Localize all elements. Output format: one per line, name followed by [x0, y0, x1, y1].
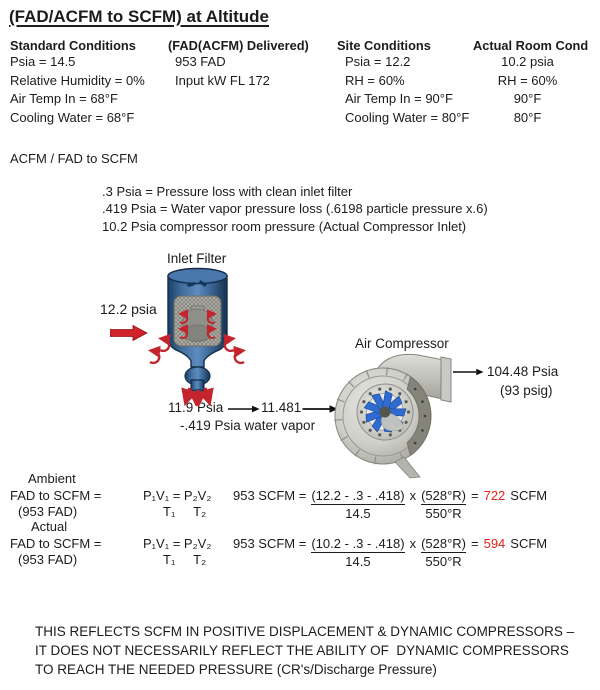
- pressure-notes: [102, 183, 488, 235]
- formula-lhs: FAD to SCFM =: [10, 488, 102, 503]
- scenario-label: Ambient: [28, 471, 76, 486]
- footer-line: IT DOES NOT NECESSARILY REFLECT THE ABILITY OF DYNAMIC COMPRESSORS: [35, 643, 569, 659]
- air-compressor-label: Air Compressor: [355, 336, 449, 351]
- column-header: (FAD(ACFM) Delivered): [168, 38, 309, 53]
- pressure-fraction: [311, 536, 404, 569]
- calc-lhs: 953 SCFM =: [233, 488, 307, 503]
- temperature-fraction: [421, 488, 466, 521]
- footer-line: TO REACH THE NEEDED PRESSURE (CR's/Discharge Pressure): [35, 662, 437, 678]
- inlet-filter-illustration: [138, 264, 256, 406]
- formula-lhs-detail: (953 FAD): [18, 504, 78, 519]
- scenario-label: Actual: [31, 519, 68, 534]
- fraction-numerator: (12.2 - .3 - .418): [311, 488, 405, 503]
- multiply-operator: x: [409, 536, 417, 551]
- inlet-pressure-label: 12.2 psia: [100, 301, 157, 317]
- condition-line: Psia = 14.5: [10, 54, 76, 69]
- result-value: 594: [483, 536, 506, 551]
- pressure-note: .419 Psia = Water vapor pressure loss (.6198 particle pressure x.6): [102, 201, 488, 217]
- actual-room-column: [465, 38, 590, 128]
- condition-line: RH = 60%: [497, 72, 558, 88]
- fraction-denominator: 550°R: [425, 505, 462, 521]
- footer-line: THIS REFLECTS SCFM IN POSITIVE DISPLACEMENT & DYNAMIC COMPRESSORS –: [35, 624, 575, 639]
- column-header: Site Conditions: [337, 38, 431, 53]
- pressure-fraction: [311, 488, 404, 521]
- standard-conditions-column: [10, 38, 165, 128]
- fraction-denominator: 14.5: [345, 553, 371, 569]
- fraction-numerator: (528°R): [421, 488, 466, 503]
- gas-law-denominators: T₁ T₂: [163, 504, 207, 519]
- condition-line: Psia = 12.2: [345, 54, 411, 69]
- inlet-filter-label: Inlet Filter: [167, 251, 227, 266]
- fraction-numerator: (10.2 - .3 - .418): [311, 536, 405, 551]
- condition-line: Cooling Water = 68°F: [10, 110, 135, 126]
- result-value: 722: [483, 488, 506, 503]
- result-unit: SCFM: [510, 488, 548, 503]
- condition-line: Cooling Water = 80°F: [345, 110, 470, 126]
- condition-line: Input kW FL 172: [175, 72, 270, 88]
- page-title: (FAD/ACFM to SCFM) at Altitude: [9, 7, 269, 26]
- water-vapor-note: -.419 Psia water vapor: [180, 418, 316, 433]
- fraction-numerator: (528°R): [421, 536, 466, 551]
- formula-lhs: FAD to SCFM =: [10, 536, 102, 551]
- section-label: ACFM / FAD to SCFM: [10, 151, 138, 166]
- equals-sign: =: [471, 488, 479, 503]
- air-compressor-illustration: [328, 350, 463, 480]
- after-filter-pressure-label: 11.9 Psia: [168, 400, 224, 415]
- scfm-calculation: [233, 488, 547, 521]
- fad-delivered-column: [168, 38, 328, 90]
- calc-lhs: 953 SCFM =: [233, 536, 307, 551]
- condition-line: Relative Humidity = 0%: [10, 72, 145, 88]
- discharge-gauge-label: (93 psig): [500, 383, 553, 398]
- equals-sign: =: [471, 536, 479, 551]
- scfm-calculation: [233, 536, 547, 569]
- site-conditions-column: [337, 38, 477, 128]
- gas-law-equation: P₁V₁ = P₂V₂: [143, 488, 212, 503]
- condition-line: RH = 60%: [345, 72, 405, 88]
- pressure-note: .3 Psia = Pressure loss with clean inlet filter: [102, 184, 353, 199]
- column-header: Actual Room Cond: [473, 38, 589, 53]
- pressure-note: 10.2 Psia compressor room pressure (Actual Compressor Inlet): [102, 218, 467, 234]
- fraction-denominator: 550°R: [425, 553, 462, 569]
- condition-line: 90°F: [513, 91, 542, 107]
- fraction-denominator: 14.5: [345, 505, 371, 521]
- condition-line: 953 FAD: [175, 54, 226, 69]
- gas-law-denominators: T₁ T₂: [163, 552, 207, 567]
- gas-law-equation: P₁V₁ = P₂V₂: [143, 536, 212, 551]
- result-unit: SCFM: [510, 536, 548, 551]
- footer-note: [35, 622, 580, 680]
- condition-line: Air Temp In = 68°F: [10, 91, 118, 107]
- column-header: Standard Conditions: [10, 38, 136, 53]
- formula-lhs-detail: (953 FAD): [18, 552, 78, 567]
- temperature-fraction: [421, 536, 466, 569]
- multiply-operator: x: [409, 488, 417, 503]
- after-vapor-value-label: 11.481: [261, 400, 302, 415]
- discharge-pressure-label: 104.48 Psia: [487, 364, 559, 379]
- condition-line: 80°F: [513, 110, 542, 126]
- condition-line: 10.2 psia: [501, 54, 554, 69]
- condition-line: Air Temp In = 90°F: [345, 91, 453, 107]
